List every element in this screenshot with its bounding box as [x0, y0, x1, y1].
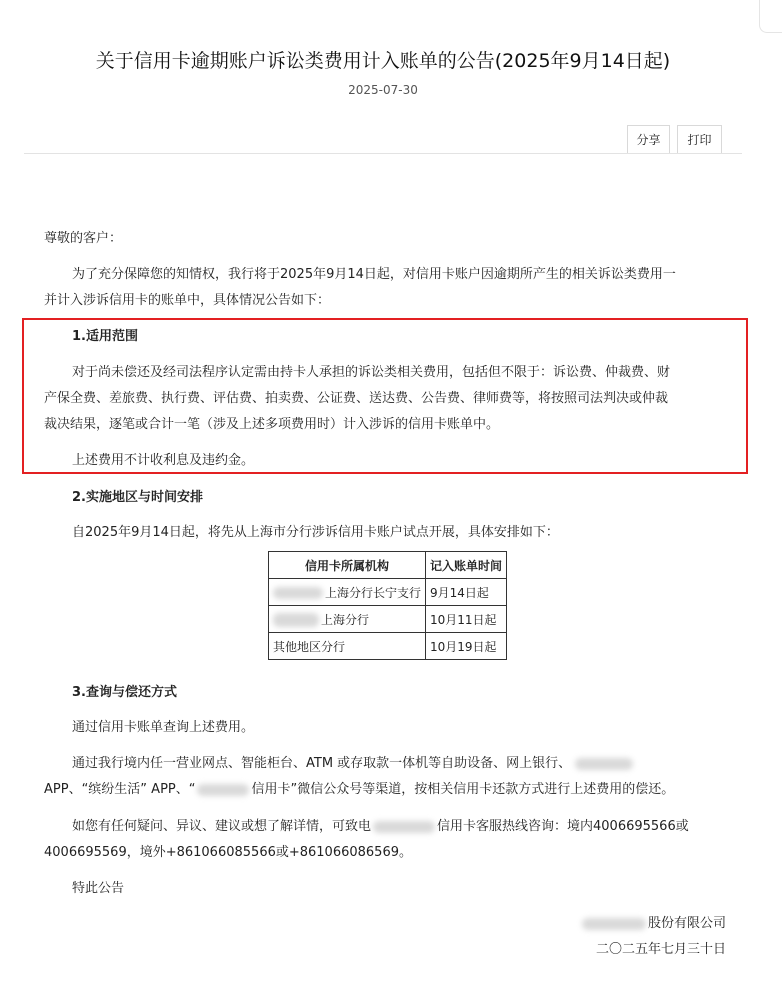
- intro-line: 为了充分保障您的知情权，我行将于2025年9月14日起，对信用卡账户因逾期所产生的相关诉讼类费用一: [72, 267, 676, 282]
- table-header-time: 记入账单时间: [426, 552, 507, 579]
- redacted-blur: [575, 758, 633, 770]
- contact-text: 如您有任何疑问、异议、建议或想了解详情，可致电 信用卡客服热线咨询：境内4006695566或: [72, 819, 689, 834]
- print-button[interactable]: 打印: [677, 125, 722, 153]
- table-cell-time: 10月11日起: [426, 606, 507, 633]
- table-header-org: 信用卡所属机构: [269, 552, 426, 579]
- redacted-blur: [273, 613, 319, 627]
- browser-top-strip: [0, 0, 782, 32]
- section3-text: APP、“缤纷生活” APP、“ 信用卡”微信公众号等渠道，按相关信用卡还款方式进行上述费用的偿还。: [44, 782, 675, 797]
- table-cell-time: 9月14日起: [426, 579, 507, 606]
- divider: [24, 153, 742, 154]
- section1-heading: 1.适用范围: [72, 329, 138, 344]
- section1-text: 裁决结果，逐笔或合计一笔（涉及上述多项费用时）计入涉诉的信用卡账单中。: [44, 417, 500, 432]
- page-title: 关于信用卡逾期账户诉讼类费用计入账单的公告(2025年9月14日起): [95, 50, 671, 72]
- schedule-table: [268, 551, 507, 660]
- redacted-blur: [582, 918, 646, 930]
- table-row: [269, 606, 507, 633]
- signature-date: 二〇二五年七月三十日: [595, 942, 726, 957]
- section1-text: 产保全费、差旅费、执行费、评估费、拍卖费、公证费、送达费、公告费、律师费等，将按照司法判决或仲裁: [44, 391, 669, 406]
- redacted-blur: [197, 784, 249, 796]
- share-button[interactable]: 分享: [627, 125, 670, 153]
- redacted-blur: [373, 821, 435, 833]
- section3-heading: 3.查询与偿还方式: [72, 685, 177, 700]
- table-cell-org: 其他地区分行: [269, 633, 426, 660]
- section1-note: 上述费用不计收利息及违约金。: [72, 453, 255, 468]
- table-header-row: [269, 552, 507, 579]
- signature-company: 股份有限公司: [582, 912, 726, 931]
- scrollbar[interactable]: [776, 32, 782, 972]
- publish-date: 2025-07-30: [348, 83, 418, 97]
- redacted-blur: [273, 587, 323, 599]
- intro-line: 并计入涉诉信用卡的账单中，具体情况公告如下：: [44, 293, 331, 308]
- closing-text: 特此公告: [72, 881, 125, 896]
- contact-text: 4006695569，境外+861066085566或+861066086569。: [44, 845, 412, 860]
- table-cell-org: 上海分行长宁支行: [269, 579, 426, 606]
- section3-text: 通过信用卡账单查询上述费用。: [72, 720, 255, 735]
- section3-text: 通过我行境内任一营业网点、智能柜台、ATM 或存取款一体机等自助设备、网上银行、: [72, 752, 633, 771]
- window-corner: [759, 0, 782, 33]
- section2-heading: 2.实施地区与时间安排: [72, 490, 203, 505]
- table-row: [269, 579, 507, 606]
- table-cell-time: 10月19日起: [426, 633, 507, 660]
- greeting: 尊敬的客户：: [44, 231, 123, 246]
- section1-text: 对于尚未偿还及经司法程序认定需由持卡人承担的诉讼类相关费用，包括但不限于：诉讼费、仲裁费、财: [72, 365, 671, 380]
- section2-text: 自2025年9月14日起，将先从上海市分行涉诉信用卡账户试点开展，具体安排如下：: [72, 525, 559, 540]
- table-cell-org: 上海分行: [269, 606, 426, 633]
- table-row: [269, 633, 507, 660]
